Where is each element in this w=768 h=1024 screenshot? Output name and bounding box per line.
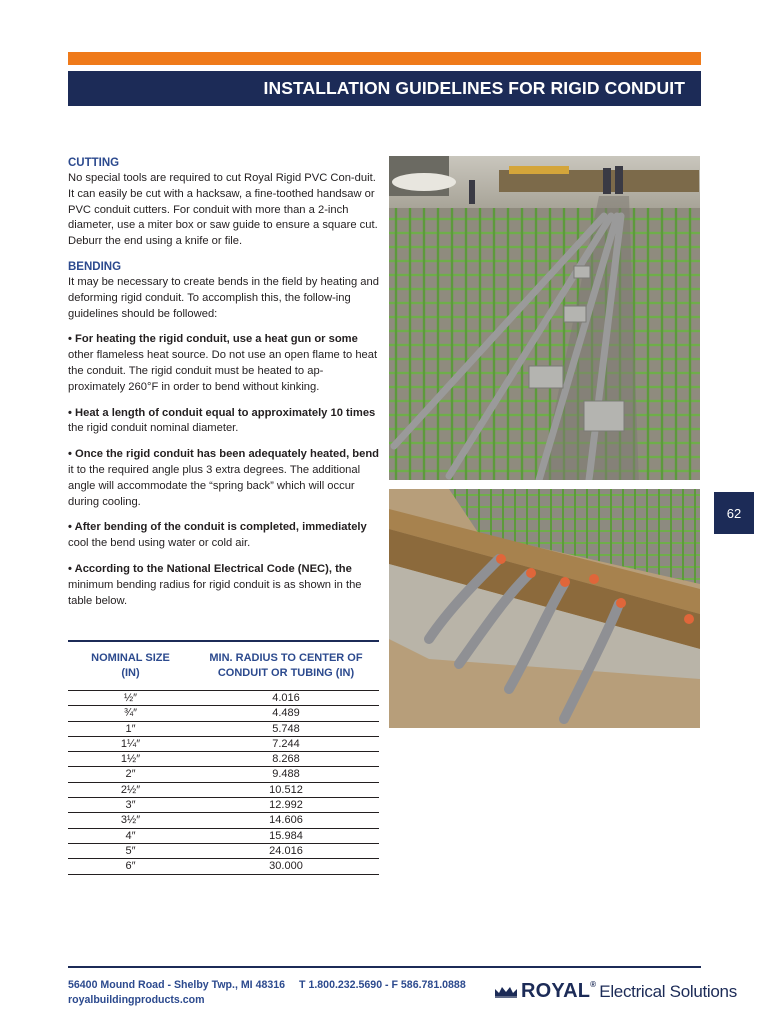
page-title: INSTALLATION GUIDELINES FOR RIGID CONDUIT (263, 78, 685, 98)
table-header-row (68, 642, 379, 690)
table-row (68, 813, 379, 828)
table-row (68, 706, 379, 721)
cell-radius: 8.268 (272, 753, 300, 766)
conduit-stubs-photo (389, 489, 700, 728)
bullet-text: cool the bend using water or cold air. (68, 537, 251, 550)
registered-mark: ® (590, 980, 597, 989)
table-row (68, 859, 379, 874)
header-text: NOMINAL SIZE (91, 652, 170, 664)
cell-radius: 12.992 (269, 799, 303, 812)
cell-radius: 5.748 (272, 722, 300, 735)
col-header-nominal-size (68, 651, 193, 681)
rebar-grid-image (389, 156, 700, 480)
bullet-lead: • Once the rigid conduit has been adequately heated, bend (68, 448, 380, 461)
cell-size: 4″ (125, 829, 136, 842)
bending-bullet (68, 332, 380, 395)
header-text: CONDUIT OR TUBING (IN) (217, 667, 355, 679)
crown-icon (494, 985, 518, 999)
page-title-bar (68, 71, 701, 106)
cell-radius: 9.488 (272, 768, 300, 781)
bullet-text: minimum bending radius for rigid conduit is as shown in the table below. (68, 578, 362, 607)
cell-size: 3″ (125, 799, 136, 812)
bullet-text: other flameless heat source. Do not use an open flame to heat the conduit. The rigid conduit must be heated to ap-proximately 260°F in order to bend without kinking. (68, 349, 378, 393)
bending-heading: BENDING (68, 260, 122, 273)
cell-radius: 4.016 (272, 692, 300, 704)
cell-size: 1″ (125, 722, 136, 735)
page-number: 62 (726, 505, 742, 521)
footer-address: 56400 Mound Road - Shelby Twp., MI 48316 (68, 979, 286, 991)
cell-radius: 10.512 (269, 783, 303, 796)
header-text: (IN) (121, 667, 140, 679)
footer-website-link[interactable]: royalbuildingproducts.com (68, 994, 205, 1006)
cutting-heading: CUTTING (68, 157, 120, 169)
col-header-min-radius (193, 651, 379, 681)
brand-name (521, 980, 596, 1003)
cell-radius: 4.489 (272, 707, 300, 720)
conduit-form-image (389, 489, 700, 728)
cell-size: ½″ (123, 692, 138, 704)
header-text: MIN. RADIUS TO CENTER OF (209, 652, 363, 664)
bending-bullet (68, 520, 380, 552)
bullet-text: it to the required angle plus 3 extra degrees. The additional angle will accommodate the “spring back” which will occur during cooling. (68, 463, 361, 508)
cell-radius: 14.606 (269, 814, 303, 827)
table-row (68, 737, 379, 752)
bullet-lead: • After bending of the conduit is completed, immediately (68, 521, 367, 534)
bending-intro: It may be necessary to create bends in the field by heating and deforming rigid conduit. To accomplish this, the follow-ing guidelines should be followed: (68, 275, 379, 320)
cell-size: 6″ (125, 860, 136, 873)
cell-size: 5″ (125, 844, 136, 857)
body-text-column (68, 156, 380, 619)
bending-bullet (68, 562, 380, 609)
table-row (68, 691, 379, 706)
footer-contact (68, 978, 466, 1008)
cell-size: 1½″ (120, 753, 141, 766)
bending-radius-table (68, 640, 379, 875)
brand-division: Electrical Solutions (599, 981, 737, 1001)
table-row (68, 798, 379, 813)
table-row (68, 722, 379, 737)
cell-radius: 30.000 (269, 860, 303, 873)
rebar-conduit-photo (389, 156, 700, 480)
bending-bullet (68, 406, 380, 438)
table-row (68, 752, 379, 767)
bending-bullet (68, 447, 380, 510)
header-accent-bar (68, 52, 701, 65)
table-row (68, 767, 379, 782)
cell-size: ¾″ (123, 707, 138, 720)
bullet-lead: • Heat a length of conduit equal to approximately 10 times (68, 406, 376, 419)
cell-radius: 7.244 (272, 737, 300, 750)
brand-text: ROYAL (521, 980, 591, 1002)
table-row (68, 783, 379, 798)
cell-size: 2″ (125, 768, 136, 781)
table-row (68, 844, 379, 859)
cell-size: 3½″ (120, 814, 141, 827)
cell-size: 1¼″ (120, 737, 141, 750)
bullet-lead: • For heating the rigid conduit, use a heat gun or some (68, 333, 358, 346)
cell-size: 2½″ (120, 783, 141, 796)
table-row (68, 829, 379, 844)
bullet-lead: • According to the National Electrical Code (NEC), the (68, 562, 352, 575)
footer-rule (68, 966, 701, 968)
royal-logo (494, 980, 737, 1003)
bullet-text: the rigid conduit nominal diameter. (68, 422, 239, 435)
cell-radius: 15.984 (269, 829, 303, 842)
cutting-paragraph: No special tools are required to cut Royal Rigid PVC Con-duit. It can easily be cut with a hacksaw, a fine-toothed handsaw or PVC conduit cutters. For conduit with more than a 2-inch diameter, use a miter box or saw guide to ensure a square cut. Deburr the end using a knife or file. (68, 172, 378, 248)
footer-phone: T 1.800.232.5690 - F 586.781.0888 (299, 979, 466, 991)
cell-radius: 24.016 (269, 844, 303, 857)
page-number-tab (714, 492, 754, 534)
